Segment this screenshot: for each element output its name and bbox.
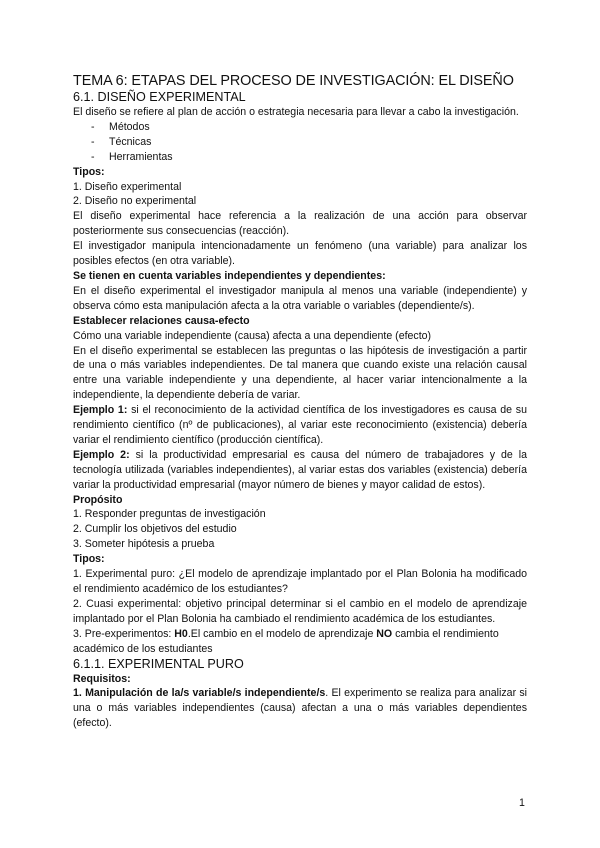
proposito-heading: Propósito xyxy=(73,493,123,506)
dash-bullet: - xyxy=(91,150,95,163)
document-page xyxy=(73,72,527,731)
tipos-heading: Tipos: xyxy=(73,165,105,178)
dash-bullet: - xyxy=(91,135,95,148)
causa-efecto-heading: Establecer relaciones causa-efecto xyxy=(73,314,250,327)
list-item: 2. Diseño no experimental xyxy=(73,195,197,208)
tipo-experimental-puro: 1. Experimental puro: ¿El modelo de aprendizaje implantado por el Plan Bolonia ha modificado el rendimiento académico de los estudiantes? xyxy=(73,568,527,595)
section-heading-6-1-1: 6.1.1. EXPERIMENTAL PURO xyxy=(73,656,244,671)
list-item: 1. Diseño experimental xyxy=(73,180,182,193)
ejemplo-1: Ejemplo 1: si el reconocimiento de la actividad científica de los investigadores es causa de su rendimiento científico (nº de publicaciones), al variar este reconocimiento (existencia) debería variar el rendimiento científico (producción científica). xyxy=(73,404,527,446)
list-item: - Técnicas xyxy=(91,135,152,148)
requisito-1-label: 1. Manipulación de la/s variable/s independiente/s xyxy=(73,687,326,700)
experimental-definition: El diseño experimental hace referencia a la realización de una acción para observar posteriormente sus consecuencias (reacción). xyxy=(73,210,527,238)
ejemplo-2-label: Ejemplo 2: xyxy=(73,448,130,461)
dash-bullet: - xyxy=(91,120,95,133)
section-heading-6-1: 6.1. DISEÑO EXPERIMENTAL xyxy=(73,90,246,104)
investigador-paragraph: El investigador manipula intencionadamente un fenómeno (una variable) para analizar los posibles efectos (en otra variable). xyxy=(73,240,527,268)
variables-heading: Se tienen en cuenta variables independientes y dependientes: xyxy=(73,269,386,282)
list-item: 1. Responder preguntas de investigación xyxy=(73,508,266,521)
list-item: - Métodos xyxy=(91,120,150,133)
page-number: 1 xyxy=(519,797,525,809)
causa-efecto-paragraph: En el diseño experimental se establecen las preguntas o las hipótesis de investigación a partir de una o más variables independientes. De tal manera que cuando existe una relación causal entre una variable independiente y una dependiente, al hacer variar intencionalmente a la independiente, la dependiente debería de variar. xyxy=(73,344,527,402)
page-title: TEMA 6: ETAPAS DEL PROCESO DE INVESTIGACIÓN: EL DISEÑO xyxy=(73,73,514,89)
causa-efecto-line: Cómo una variable independiente (causa) afecta a una dependiente (efecto) xyxy=(73,329,432,342)
requisitos-heading: Requisitos: xyxy=(73,672,131,685)
ejemplo-1-label: Ejemplo 1: xyxy=(73,404,128,417)
list-item: 2. Cumplir los objetivos del estudio xyxy=(73,523,237,536)
no-emphasis: NO xyxy=(376,627,393,640)
list-item: - Herramientas xyxy=(91,150,173,163)
requisito-1: 1. Manipulación de la/s variable/s independiente/s. El experimento se realiza para analizar si una o más variables independientes (causa) afectan a una o más variables dependientes (efecto). xyxy=(73,687,527,730)
intro-list xyxy=(73,120,527,165)
list-item: 3. Someter hipótesis a prueba xyxy=(73,538,215,551)
h0-label: H0 xyxy=(174,627,188,640)
tipo-cuasi-experimental: 2. Cuasi experimental: objetivo principal determinar si el cambio en el modelo de aprendizaje implantado por el Plan Bolonia ha cambiado el rendimiento académica de los estudiantes. xyxy=(73,597,527,625)
tipos-2-heading: Tipos: xyxy=(73,553,105,566)
variables-paragraph: En el diseño experimental el investigador manipula al menos una variable (independiente) y observa cómo esta manipulación afecta a la otra variable o variables (dependiente/s). xyxy=(73,284,527,312)
ejemplo-2: Ejemplo 2: si la productividad empresarial es causa del número de trabajadores y de la tecnología utilizada (variables independientes), al variar estas dos variables (existencia) debería variar la productividad empresarial (mayor número de bienes y mayor calidad de estos). xyxy=(73,448,528,491)
tipo-pre-experimentos: 3. Pre-experimentos: H0.El cambio en el modelo de aprendizaje NO cambia el rendimiento académico de los estudiantes xyxy=(73,627,499,655)
intro-paragraph: El diseño se refiere al plan de acción o estrategia necesaria para llevar a cabo la investigación. xyxy=(73,106,519,118)
